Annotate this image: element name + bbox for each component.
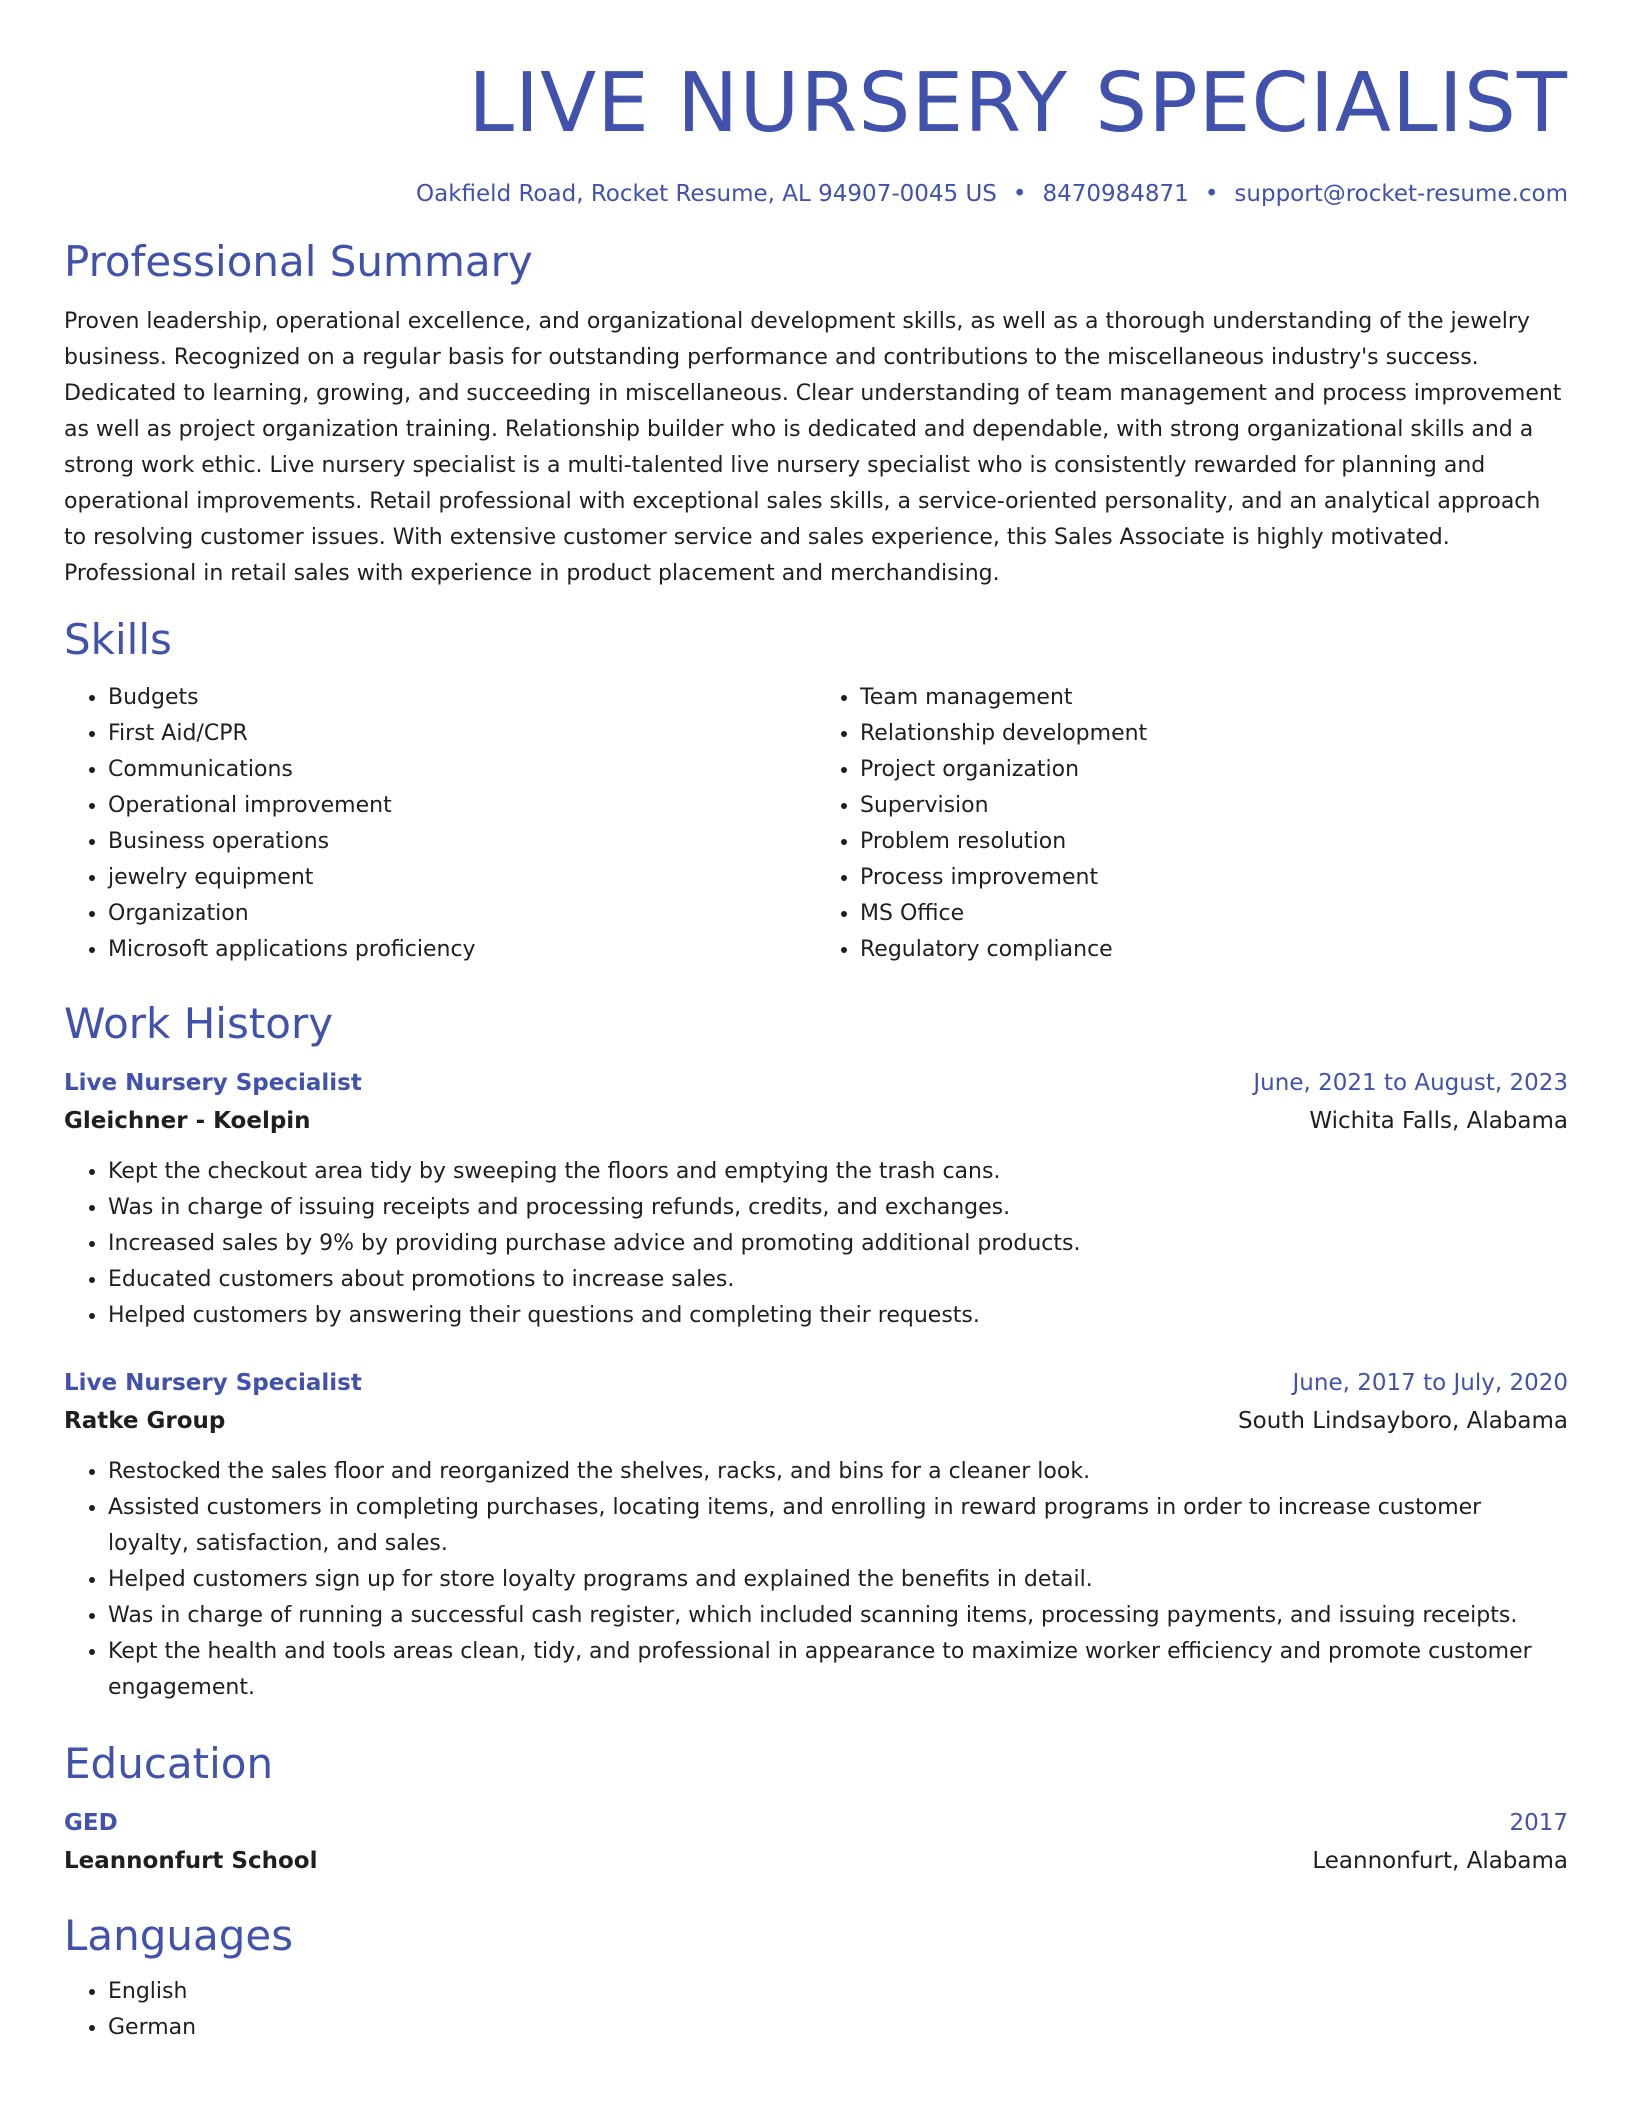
summary-section — [64, 234, 1568, 592]
skill-item: • MS Office — [860, 896, 1568, 932]
languages-list — [64, 1974, 1568, 2046]
job-title-row — [64, 1364, 1568, 1402]
languages-heading: Languages — [64, 1911, 294, 1960]
job-bullet: • Helped customers sign up for store loyalty programs and explained the benefits in detail. — [108, 1562, 1568, 1598]
skill-item: • Process improvement — [860, 860, 1568, 896]
job-bullet: • Kept the checkout area tidy by sweeping the floors and emptying the trash cans. — [108, 1154, 1568, 1190]
job-entry — [64, 1364, 1568, 1706]
job-bullet: • Was in charge of running a successful cash register, which included scanning items, processing payments, and issuing receipts. — [108, 1598, 1568, 1634]
work-history-heading: Work History — [64, 999, 334, 1048]
skill-item: • Team management — [860, 680, 1568, 716]
skills-left-list — [64, 680, 816, 968]
job-bullets — [64, 1154, 1568, 1334]
skill-item: • Business operations — [108, 824, 816, 860]
contact-separator: • — [1204, 181, 1219, 207]
skills-grid — [64, 680, 1568, 968]
job-employer-row — [64, 1102, 1568, 1140]
job-bullet: • Restocked the sales floor and reorganized the shelves, racks, and bins for a cleaner look. — [108, 1454, 1568, 1490]
job-dates: June, 2021 to August, 2023 — [1253, 1070, 1568, 1096]
job-title: Live Nursery Specialist — [64, 1370, 362, 1396]
contact-email[interactable]: support@rocket-resume.com — [1234, 181, 1568, 207]
job-title-row — [64, 1064, 1568, 1102]
education-school: Leannonfurt School — [64, 1848, 318, 1874]
education-heading: Education — [64, 1739, 274, 1788]
contact-separator: • — [1012, 181, 1027, 207]
skill-item: • Relationship development — [860, 716, 1568, 752]
job-bullet: • Helped customers by answering their questions and completing their requests. — [108, 1298, 1568, 1334]
skill-item: • Supervision — [860, 788, 1568, 824]
skill-item: • Project organization — [860, 752, 1568, 788]
education-degree-row — [64, 1804, 1568, 1842]
education-entry — [64, 1804, 1568, 1880]
skill-item: • Regulatory compliance — [860, 932, 1568, 968]
summary-text: Proven leadership, operational excellence, and organizational development skills, as well as a thorough understanding of the jewelry business. Recognized on a regular basis for outstanding performance and contributions to the miscellaneous industry's success. Dedicated to learning, growing, and succeeding in miscellaneous. Clear understanding of team management and process improvement as well as project organization training. Relationship builder who is dedicated and dependable, with strong organizational skills and a strong work ethic. Live nursery specialist is a multi-talented live nursery specialist who is consistently rewarded for planning and operational improvements. Retail professional with exceptional sales skills, a service-oriented personality, and an analytical approach to resolving customer issues. With extensive customer service and sales experience, this Sales Associate is highly motivated. Professional in retail sales with experience in product placement and merchandising. — [64, 309, 1562, 586]
skill-item: • Organization — [108, 896, 816, 932]
job-bullet: • Was in charge of issuing receipts and processing refunds, credits, and exchanges. — [108, 1190, 1568, 1226]
job-bullet: • Increased sales by 9% by providing purchase advice and promoting additional products. — [108, 1226, 1568, 1262]
job-dates: June, 2017 to July, 2020 — [1292, 1370, 1568, 1396]
job-entry — [64, 1064, 1568, 1334]
language-item: • German — [108, 2010, 1568, 2046]
skills-section — [64, 612, 1568, 968]
contact-phone: 8470984871 — [1042, 181, 1189, 207]
skill-item: • First Aid/CPR — [108, 716, 816, 752]
contact-address: Oakfield Road, Rocket Resume, AL 94907-0045 US — [416, 181, 997, 207]
job-location: South Lindsayboro, Alabama — [1238, 1408, 1568, 1434]
skill-item: • Communications — [108, 752, 816, 788]
job-title: Live Nursery Specialist — [64, 1070, 362, 1096]
education-year: 2017 — [1509, 1810, 1568, 1836]
education-school-row — [64, 1842, 1568, 1880]
skill-item: • Problem resolution — [860, 824, 1568, 860]
education-location: Leannonfurt, Alabama — [1312, 1848, 1568, 1874]
job-employer: Ratke Group — [64, 1408, 226, 1434]
skill-item: • jewelry equipment — [108, 860, 816, 896]
education-section — [64, 1736, 1568, 1880]
skills-right-list — [816, 680, 1568, 968]
job-bullet: • Assisted customers in completing purchases, locating items, and enrolling in reward programs in order to increase customer loyalty, satisfaction, and sales. — [108, 1490, 1568, 1562]
job-bullet: • Educated customers about promotions to increase sales. — [108, 1262, 1568, 1298]
job-bullets — [64, 1454, 1568, 1706]
contact-line — [64, 178, 1568, 210]
resume-title: LIVE NURSERY SPECIALIST — [468, 56, 1568, 151]
language-item: • English — [108, 1974, 1568, 2010]
skill-item: • Operational improvement — [108, 788, 816, 824]
job-employer-row — [64, 1402, 1568, 1440]
skill-item: • Microsoft applications proficiency — [108, 932, 816, 968]
skills-heading: Skills — [64, 615, 172, 664]
languages-section — [64, 1908, 1568, 2046]
skill-item: • Budgets — [108, 680, 816, 716]
job-employer: Gleichner - Koelpin — [64, 1108, 311, 1134]
work-history-section — [64, 996, 1568, 1706]
job-bullet: • Kept the health and tools areas clean, tidy, and professional in appearance to maximize worker efficiency and promote customer engagement. — [108, 1634, 1568, 1706]
summary-heading: Professional Summary — [64, 237, 533, 286]
education-degree: GED — [64, 1810, 118, 1836]
job-location: Wichita Falls, Alabama — [1309, 1108, 1568, 1134]
